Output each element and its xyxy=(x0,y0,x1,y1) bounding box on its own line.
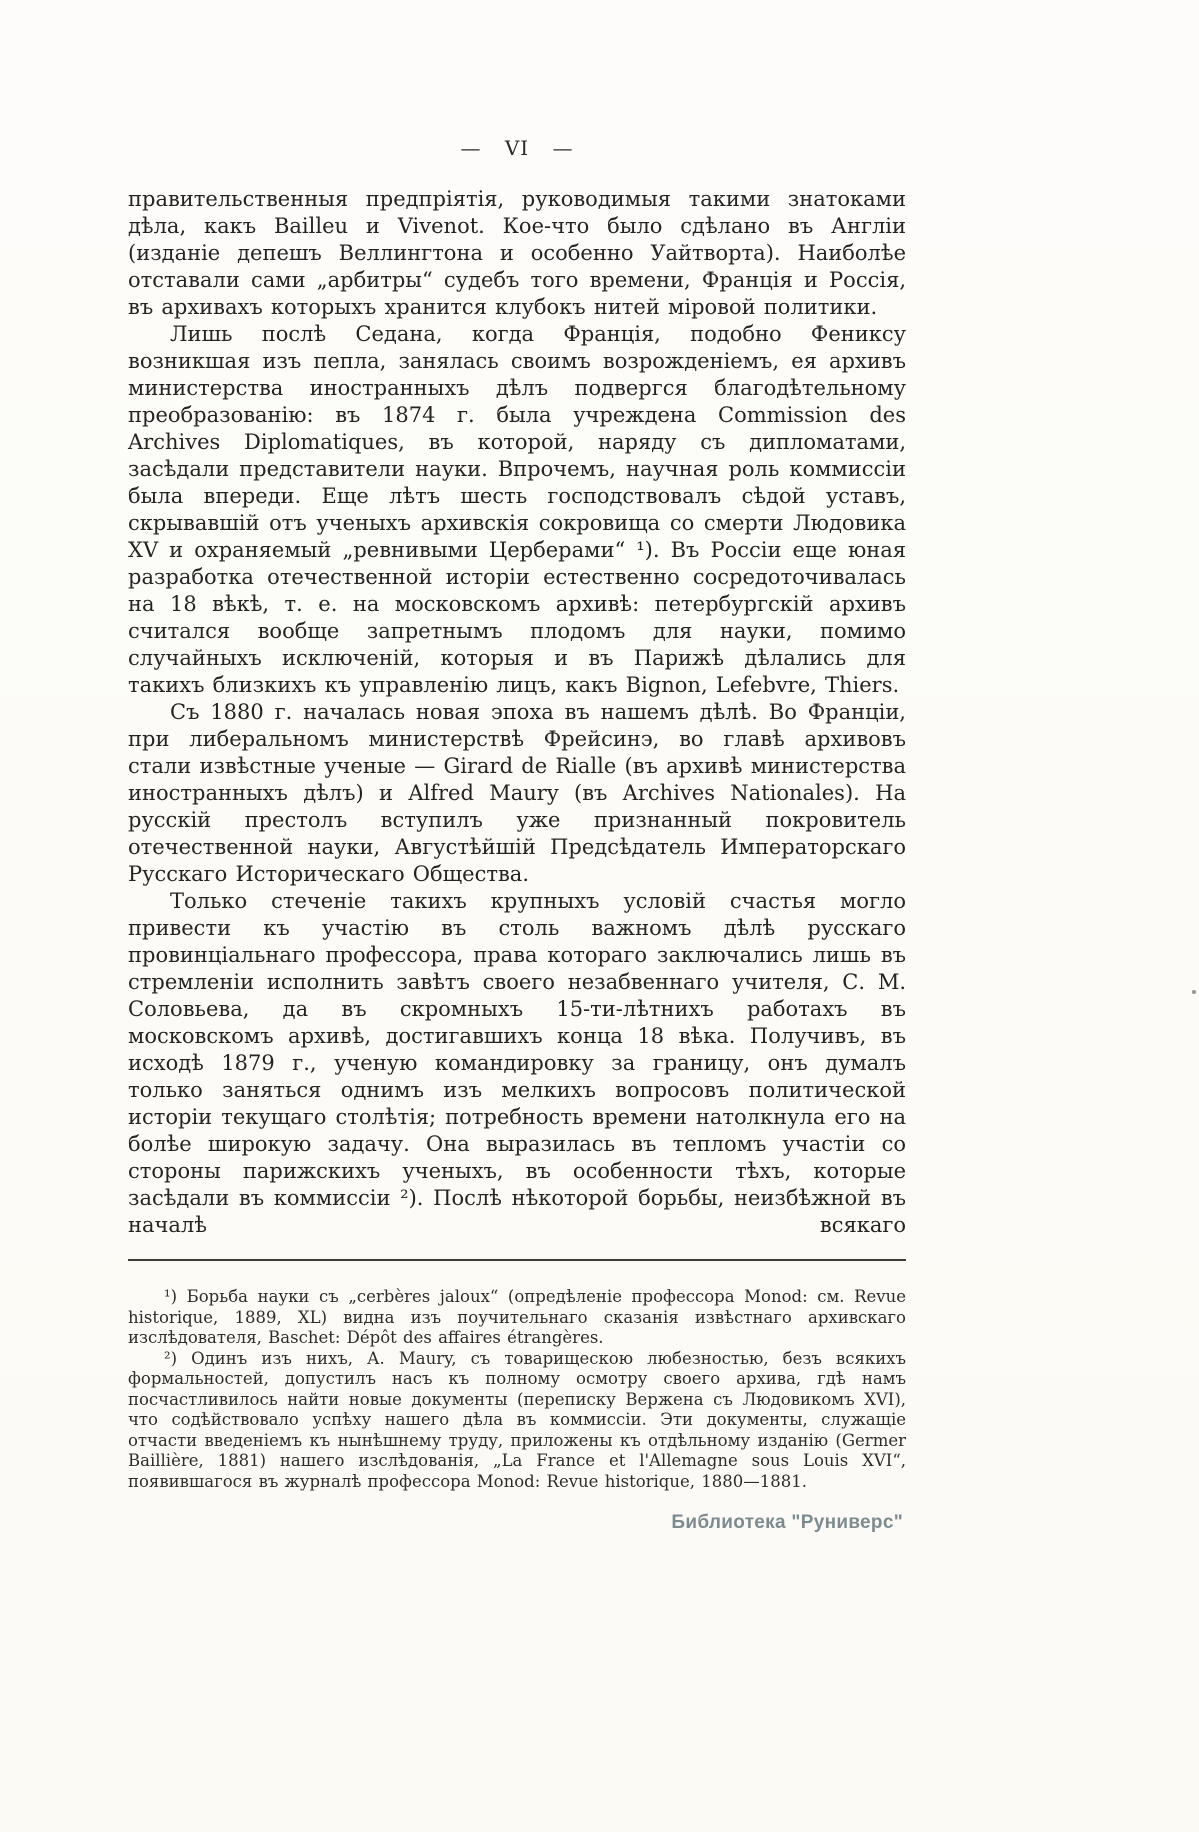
paragraph-1: правительственныя предпріятія, руководимыя такими знатоками дѣла, какъ Bailleu и Vivenot. Кое-что было сдѣлано въ Англіи (изданіе депешъ Веллингтона и особенно Уайтворта). Наиболѣе отставали сами „арбитры“ судебъ того времени, Франція и Россія, въ архивахъ которыхъ хранится клубокъ нитей міровой политики. xyxy=(128,187,906,319)
page-number: — VI — xyxy=(460,136,574,160)
scan-artifact xyxy=(1192,990,1196,994)
paragraph-2: Лишь послѣ Седана, когда Франція, подобно Фениксу возникшая изъ пепла, занялась своимъ возрожденіемъ, ея архивъ министерства иностранныхъ дѣлъ подвергся благодѣтельному преобразованію: въ 1874 г. была учреждена Commission des Archives Diplomatiques, въ которой, наряду съ дипломатами, засѣдали представители науки. Впрочемъ, научная роль коммиссіи была впереди. Еще лѣтъ шесть господствовалъ сѣдой уставъ, скрывавшій отъ ученыхъ архивскія сокровища со смерти Людовика XV и охраняемый „ревнивыми Церберами“ ¹). Въ Россіи еще юная разработка отечественной исторіи естественно сосредоточивалась на 18 вѣкѣ, т. е. на московскомъ архивѣ: петербургскій архивъ считался вообще запретнымъ плодомъ для науки, помимо случайныхъ исключеній, которыя и въ Парижѣ дѣлались для такихъ близкихъ къ управленію лицъ, какъ Bignon, Lefebvre, Thiers. xyxy=(128,322,906,697)
footnotes xyxy=(128,1287,906,1492)
body-text xyxy=(128,186,906,1239)
library-watermark: Библиотека "Руниверс" xyxy=(671,1512,903,1533)
paragraph-4: Только стеченіе такихъ крупныхъ условій счастья могло привести къ участію въ столь важномъ дѣлѣ русскаго провинціальнаго профессора, права котораго заключались лишь въ стремленіи исполнить завѣтъ своего незабвеннаго учителя, С. М. Соловьева, да въ скромныхъ 15-ти-лѣтнихъ работахъ въ московскомъ архивѣ, достигавшихъ конца 18 вѣка. Получивъ, въ исходѣ 1879 г., ученую командировку за границу, онъ думалъ только заняться однимъ изъ мелкихъ вопросовъ политической исторіи текущаго столѣтія; потребность времени натолкнула его на болѣе широкую задачу. Она выразилась въ тепломъ участіи со стороны парижскихъ ученыхъ, въ особенности тѣхъ, которые засѣдали въ коммиссіи ²). Послѣ нѣкоторой борьбы, неизбѣжной въ началѣ всякаго xyxy=(128,889,906,1237)
footnote-1: ¹) Борьба науки съ „cerbères jaloux“ (опредѣленіе профессора Monod: см. Revue historique, 1889, XL) видна изъ поучительнаго сказанія извѣстнаго архивскаго изслѣдователя, Baschet: Dépôt des affaires étrangères. xyxy=(128,1287,906,1347)
footnote-divider xyxy=(128,1259,906,1261)
paragraph-3: Съ 1880 г. началась новая эпоха въ нашемъ дѣлѣ. Во Франціи, при либеральномъ министерствѣ Фрейсинэ, во главѣ архивовъ стали извѣстные ученые — Girard de Rialle (въ архивѣ министерства иностранныхъ дѣлъ) и Alfred Maury (въ Archives Nationales). На русскій престолъ вступилъ уже признанный покровитель отечественной науки, Августѣйшій Предсѣдатель Императорскаго Русскаго Историческаго Общества. xyxy=(128,700,906,886)
footnote-2: ²) Одинъ изъ нихъ, А. Maury, съ товарищескою любезностью, безъ всякихъ формальностей, допустилъ насъ къ полному осмотру своего архива, гдѣ намъ посчастливилось найти новые документы (переписку Вержена съ Людовикомъ XVI), что содѣйствовало успѣху нашего дѣла въ коммиссіи. Эти документы, служащіе отчасти введеніемъ къ нынѣшнему труду, приложены къ отдѣльному изданію (Germer Baillière, 1881) нашего изслѣдованія, „La France et l'Allemagne sous Louis XVI“, появившагося въ журналѣ профессора Monod: Revue historique, 1880—1881. xyxy=(128,1348,906,1491)
